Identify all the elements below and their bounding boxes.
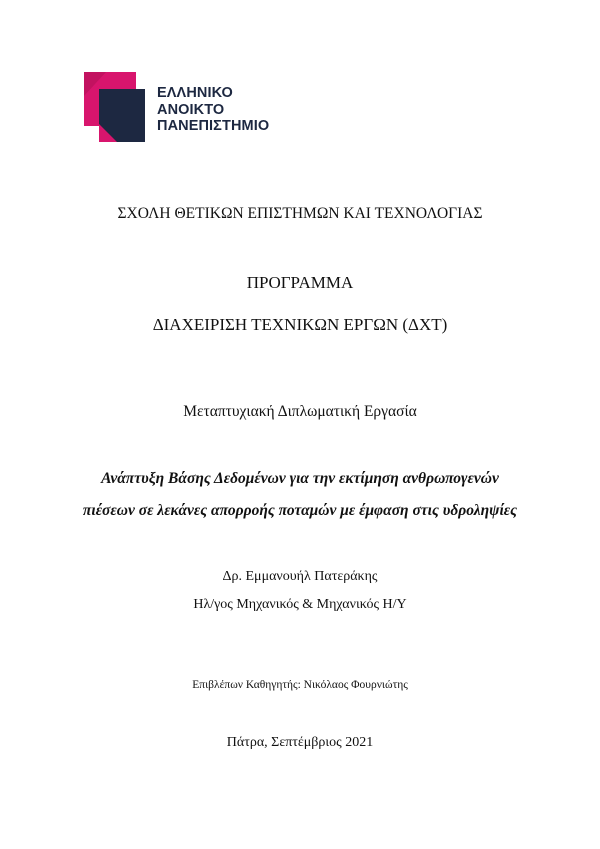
thesis-title-line-1: Ανάπτυξη Βάσης Δεδομένων για την εκτίμηση ανθρωπογενών bbox=[101, 470, 499, 487]
university-emblem-icon bbox=[84, 68, 154, 144]
supervisor: Επιβλέπων Καθηγητής: Νικόλαος Φουρνιώτης bbox=[192, 679, 408, 691]
place-date: Πάτρα, Σεπτέμβριος 2021 bbox=[226, 735, 374, 750]
program-label: ΠΡΟΓΡΑΜΜΑ bbox=[246, 273, 354, 292]
logo-line-3: ΠΑΝΕΠΙΣΤΗΜΙΟ bbox=[157, 118, 270, 134]
university-logo bbox=[84, 68, 284, 148]
logo-line-2: ΑΝΟΙΚΤΟ bbox=[157, 101, 225, 118]
logo-line-1: ΕΛΛΗΝΙΚΟ bbox=[157, 85, 233, 101]
author-name: Δρ. Εμμανουήλ Πατεράκης bbox=[222, 569, 378, 584]
author-role: Ηλ/γος Μηχανικός & Μηχανικός Η/Υ bbox=[193, 597, 407, 612]
program-name: ΔΙΑΧΕΙΡΙΣΗ ΤΕΧΝΙΚΩΝ ΕΡΓΩΝ (ΔΧΤ) bbox=[152, 315, 448, 334]
school-name: ΣΧΟΛΗ ΘΕΤΙΚΩΝ ΕΠΙΣΤΗΜΩΝ ΚΑΙ ΤΕΧΝΟΛΟΓΙΑΣ bbox=[117, 205, 483, 222]
thesis-title-line-2: πιέσεων σε λεκάνες απορροής ποταμών με έμφαση στις υδροληψίες bbox=[82, 502, 518, 519]
thesis-type: Μεταπτυχιακή Διπλωματική Εργασία bbox=[183, 403, 417, 420]
logo-wordmark bbox=[157, 85, 269, 135]
